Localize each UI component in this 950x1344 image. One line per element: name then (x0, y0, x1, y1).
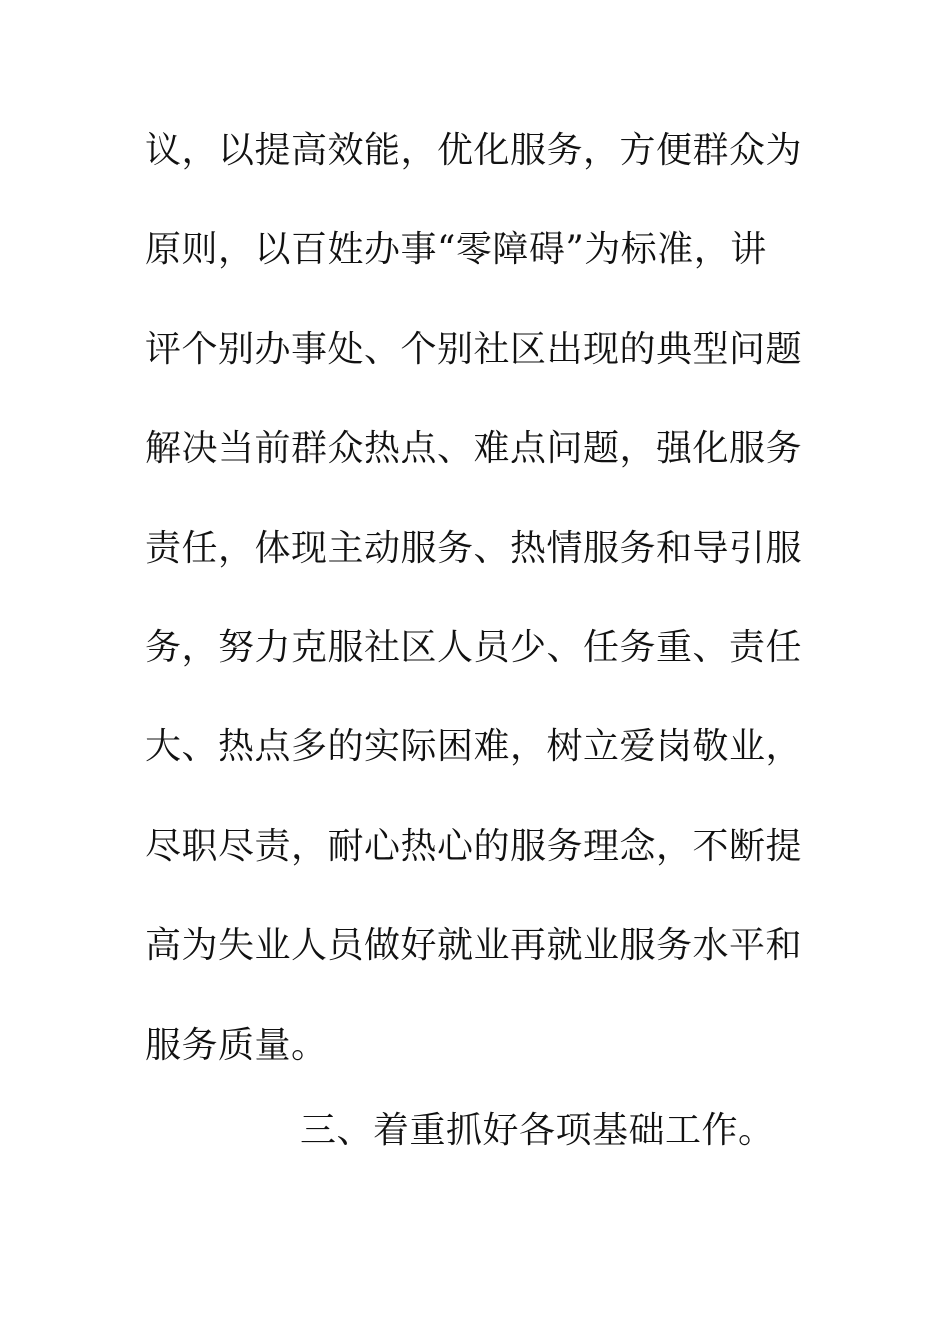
paragraph-line-4: 解决当前群众热点、难点问题，强化服务 (145, 428, 803, 469)
paragraph-line-1: 议，以提高效能，优化服务，方便群众为 (145, 130, 803, 171)
paragraph-line-2: 原则，以百姓办事“零障碍”为标准，讲 (145, 229, 767, 270)
paragraph-line-7: 大、热点多的实际困难，树立爱岗敬业， (145, 726, 803, 767)
paragraph-line-8: 尽职尽责，耐心热心的服务理念，不断提 (145, 826, 803, 867)
paragraph-line-9: 高为失业人员做好就业再就业服务水平和 (145, 925, 803, 966)
section-heading: 三、着重抓好各项基础工作。 (300, 1110, 775, 1151)
paragraph-line-6: 务，努力克服社区人员少、任务重、责任 (145, 627, 803, 668)
paragraph-line-5: 责任，体现主动服务、热情服务和导引服 (145, 528, 803, 569)
paragraph-line-10: 服务质量。 (145, 1025, 328, 1066)
paragraph-line-3: 评个别办事处、个别社区出现的典型问题 (145, 329, 803, 370)
